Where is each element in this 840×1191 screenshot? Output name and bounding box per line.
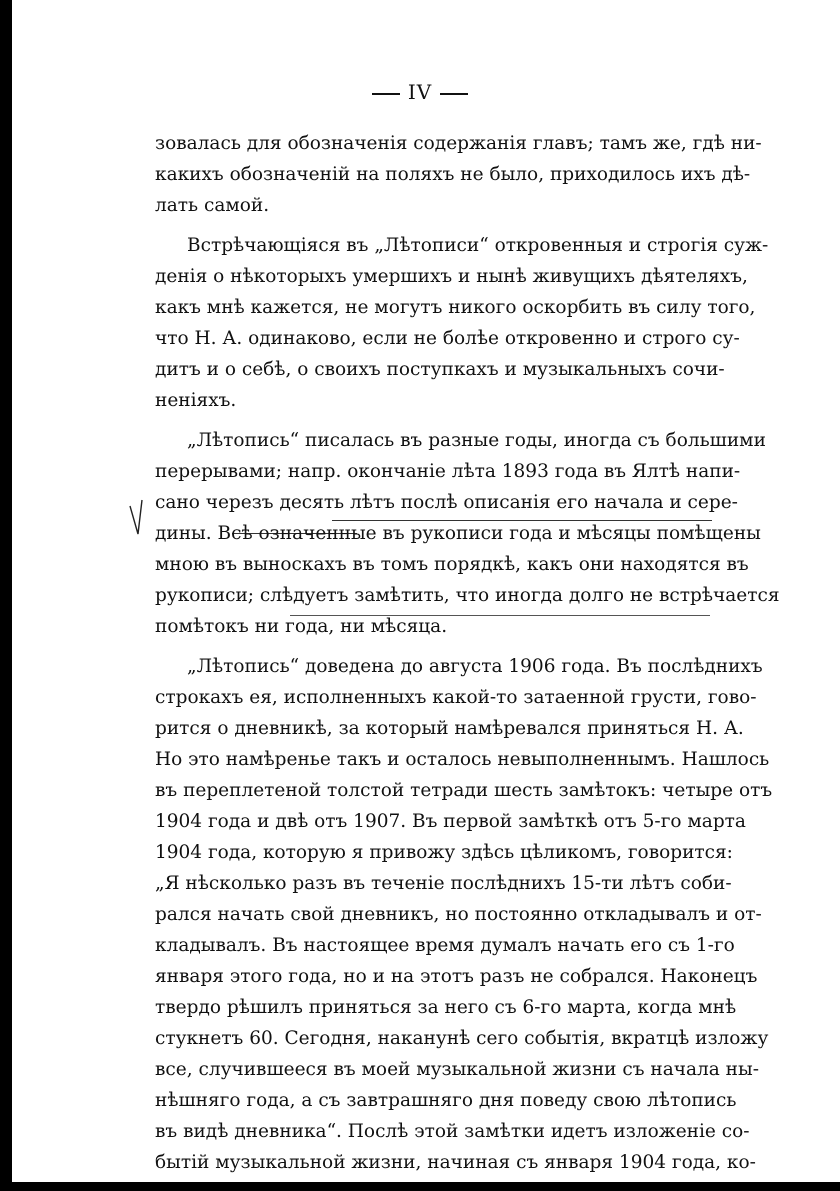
text-line: рится о дневникѣ, за который намѣревался приняться Н. А. bbox=[155, 718, 744, 739]
text-line: „Я нѣсколько разъ въ теченіе послѣднихъ 15-ти лѣтъ соби- bbox=[155, 873, 732, 894]
text-line: стукнетъ 60. Сегодня, наканунѣ сего событія, вкратцѣ изложу bbox=[155, 1028, 769, 1049]
text-line: дины. Всѣ означенные въ рукописи года и мѣсяцы помѣщены bbox=[155, 523, 761, 544]
text-line: Но это намѣренье такъ и осталось невыполненнымъ. Нашлось bbox=[155, 749, 770, 770]
page-number-dash-left bbox=[372, 93, 400, 95]
text-line: бытій музыкальной жизни, начиная съ января 1904 года, ко- bbox=[155, 1152, 756, 1173]
text-line: зовалась для обозначенія содержанія главъ; тамъ же, гдѣ ни- bbox=[155, 133, 762, 154]
text-line: рался начать свой дневникъ, но постоянно откладывалъ и от- bbox=[155, 904, 762, 925]
text-line: 1904 года и двѣ отъ 1907. Въ первой замѣткѣ отъ 5-го марта bbox=[155, 811, 746, 832]
text-line: лать самой. bbox=[155, 195, 270, 216]
scan-edge-bottom bbox=[0, 1182, 840, 1191]
text-line: рукописи; слѣдуетъ замѣтить, что иногда долго не встрѣчается bbox=[155, 585, 780, 606]
text-line: въ переплетеной толстой тетради шесть замѣтокъ: четыре отъ bbox=[155, 780, 773, 801]
text-line: неніяхъ. bbox=[155, 390, 237, 411]
text-line: нѣшняго года, а съ завтрашняго дня поведу свою лѣтопись bbox=[155, 1090, 737, 1111]
text-line: „Лѣтопись“ писалась въ разные годы, иногда съ большими bbox=[187, 430, 766, 451]
text-line: перерывами; напр. окончаніе лѣта 1893 года въ Ялтѣ напи- bbox=[155, 461, 741, 482]
page-number bbox=[0, 80, 840, 104]
text-line: „Лѣтопись“ доведена до августа 1906 года. Въ послѣднихъ bbox=[187, 656, 763, 677]
paragraph-gap bbox=[155, 416, 710, 425]
text-line: что Н. А. одинаково, если не болѣе откровенно и строго су- bbox=[155, 328, 740, 349]
handwritten-check-mark-icon bbox=[128, 498, 158, 538]
text-line: дитъ и о себѣ, о своихъ поступкахъ и музыкальныхъ сочи- bbox=[155, 359, 725, 380]
page-number-dash-right bbox=[440, 93, 468, 95]
body-text bbox=[155, 128, 780, 1178]
text-line: твердо рѣшилъ приняться за него съ 6-го марта, когда мнѣ bbox=[155, 997, 737, 1018]
paragraph-gap bbox=[155, 221, 710, 230]
text-line: какихъ обозначеній на поляхъ не было, приходилось ихъ дѣ- bbox=[155, 164, 751, 185]
text-line: 1904 года, которую я привожу здѣсь цѣликомъ, говорится: bbox=[155, 842, 733, 863]
text-line: помѣтокъ ни года, ни мѣсяца. bbox=[155, 616, 448, 637]
text-line: сано черезъ десять лѣтъ послѣ описанія его начала и сере- bbox=[155, 492, 738, 513]
text-line: строкахъ ея, исполненныхъ какой-то затаенной грусти, гово- bbox=[155, 687, 757, 708]
text-line: Встрѣчающіяся въ „Лѣтописи“ откровенныя и строгія суж- bbox=[187, 235, 769, 256]
text-line: какъ мнѣ кажется, не могутъ никого оскорбить въ силу того, bbox=[155, 297, 756, 318]
paragraph-gap bbox=[155, 642, 710, 651]
text-line: января этого года, но и на этотъ разъ не собрался. Наконецъ bbox=[155, 966, 758, 987]
text-line: въ видѣ дневника“. Послѣ этой замѣтки идетъ изложеніе со- bbox=[155, 1121, 750, 1142]
text-line: кладывалъ. Въ настоящее время думалъ начать его съ 1-го bbox=[155, 935, 735, 956]
text-line: мною въ выноскахъ въ томъ порядкѣ, какъ они находятся въ bbox=[155, 554, 749, 575]
text-line: все, случившееся въ моей музыкальной жизни съ начала ны- bbox=[155, 1059, 759, 1080]
scan-edge-left bbox=[0, 0, 12, 1191]
page-number-text: IV bbox=[407, 80, 433, 104]
text-line: денія о нѣкоторыхъ умершихъ и нынѣ живущихъ дѣятеляхъ, bbox=[155, 266, 748, 287]
